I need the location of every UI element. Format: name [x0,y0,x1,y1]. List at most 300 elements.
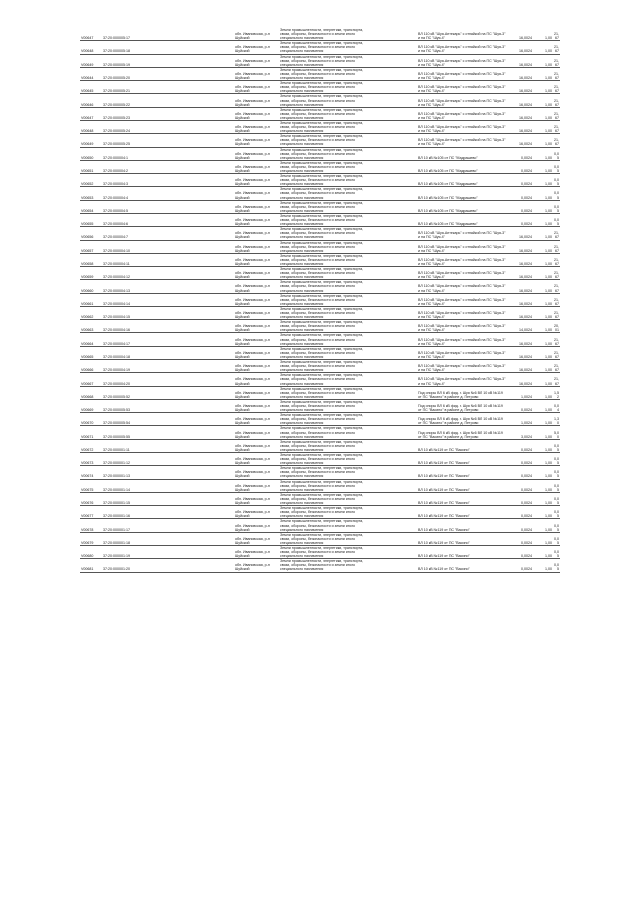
row-id: V00648 [80,120,102,133]
object-description: ВЛ 10 кВ №105 от ПС "Мадрашево" [417,174,507,187]
object-description: ВЛ 110 кВ "Шуя-Аптекарь" с отпайкой на ПС "Шуя-3" и на ПС "Шуя-4" [417,227,507,240]
land-category: Земли промышленности, энергетики, транспорта, связи, обороны, безопасности и земли иного специального назначения [280,559,364,572]
address: обл. Ивановская, р-н Шуйский [234,466,279,479]
object-description: ВЛ 110 кВ "Шуя-Аптекарь" с отпайкой на ПС "Шуя-3" и на ПС "Шуя-4" [417,240,507,253]
table-row [80,439,560,452]
object-description: ВЛ 110 кВ "Шуя-Аптекарь" с отпайкой на ПС "Шуя-3" и на ПС "Шуя-4" [417,253,507,266]
cadastral-number: 37:20:000005:53 [102,399,150,412]
coefficient-value: 1,00 [533,492,553,505]
empty-cell [365,532,395,545]
sum-value: 0,05 [553,160,560,173]
table-row [80,293,560,306]
empty-cell [365,54,395,67]
coefficient-value: 1,00 [533,333,553,346]
table-row [80,213,560,226]
object-description: ВЛ 10 кВ №119 от ПС "Васино" [417,439,507,452]
cadastral-number: 37:20:000001:16 [102,506,150,519]
empty-cell [395,160,417,173]
address: обл. Ивановская, р-н Шуйский [234,492,279,505]
cadastral-number: 37:20:000005:55 [102,426,150,439]
empty-cell [395,413,417,426]
object-description: ВЛ 110 кВ "Шуя-Аптекарь" с отпайкой на ПС "Шуя-3" и на ПС "Шуя-4" [417,360,507,373]
area-value: 16,0024 [507,134,533,147]
area-value: 16,0024 [507,240,533,253]
object-description: Под опоры ВЛ 6 кВ фид. г. Шуя №6 ВЛ 10 кВ №119 от ПС "Васино" в районе д. Петрово [417,426,507,439]
address: обл. Ивановская, р-н Шуйский [234,559,279,572]
land-category: Земли промышленности, энергетики, транспорта, связи, обороны, безопасности и земли иного специального назначения [280,545,364,559]
empty-cell [395,227,417,240]
row-id: V00680 [80,545,102,558]
sum-value: 21,67 [553,253,560,266]
coefficient-value: 1,00 [533,559,553,572]
area-value: 0,0024 [507,147,533,160]
cadastral-number: 37:20:000004:12 [102,267,150,280]
sum-value: 0,05 [553,147,560,160]
table-row [80,160,560,173]
cadastral-number: 37:20:000001:14 [102,479,150,492]
land-category: Земли промышленности, энергетики, транспорта, связи, обороны, безопасности и земли иного специального назначения [280,519,364,532]
land-category: Земли промышленности, энергетики, транспорта, связи, обороны, безопасности и земли иного специального назначения [280,213,364,227]
area-value: 16,0024 [507,373,533,386]
sum-value: 0,05 [553,200,560,213]
empty-cell [395,174,417,187]
object-description: ВЛ 110 кВ "Шуя-Аптекарь" с отпайкой на ПС "Шуя-3" и на ПС "Шуя-4" [417,346,507,359]
empty-cell [150,333,234,346]
empty-cell [150,386,234,399]
empty-cell [365,174,395,187]
empty-cell [365,200,395,213]
empty-cell [150,399,234,412]
object-description: ВЛ 10 кВ №119 от ПС "Васино" [417,519,507,532]
area-value: 16,0024 [507,54,533,67]
land-category: Земли промышленности, энергетики, транспорта, связи, обороны, безопасности и земли иного специального назначения [280,306,364,320]
empty-cell [365,160,395,173]
empty-cell [365,506,395,519]
empty-cell [150,293,234,306]
address: обл. Ивановская, р-н Шуйский [234,134,279,147]
row-id: V00654 [80,200,102,213]
address: обл. Ивановская, р-н Шуйский [234,54,279,67]
object-description: ВЛ 110 кВ "Шуя-Аптекарь" с отпайкой на ПС "Шуя-3" и на ПС "Шуя-4" [417,306,507,319]
cadastral-number: 37:20:000001:15 [102,492,150,505]
table-row [80,94,560,107]
empty-cell [150,41,234,54]
address: обл. Ивановская, р-н Шуйский [234,28,279,41]
address: обл. Ивановская, р-н Шуйский [234,227,279,240]
coefficient-value: 1,00 [533,280,553,293]
address: обл. Ивановская, р-н Шуйский [234,479,279,492]
table-row [80,81,560,94]
cadastral-number: 37:20:000004:5 [102,200,150,213]
empty-cell [150,559,234,572]
empty-cell [395,293,417,306]
coefficient-value: 1,00 [533,147,553,160]
empty-cell [150,147,234,160]
empty-cell [150,174,234,187]
address: обл. Ивановская, р-н Шуйский [234,545,279,558]
object-description: ВЛ 110 кВ "Шуя-Аптекарь" с отпайкой на ПС "Шуя-3" и на ПС "Шуя-4" [417,94,507,107]
coefficient-value: 1,00 [533,466,553,479]
land-category: Земли промышленности, энергетики, транспорта, связи, обороны, безопасности и земли иного специального назначения [280,28,364,41]
object-description: ВЛ 110 кВ "Шуя-Аптекарь" с отпайкой на ПС "Шуя-3" и на ПС "Шуя-4" [417,293,507,306]
row-id: V00652 [80,174,102,187]
land-category: Земли промышленности, энергетики, транспорта, связи, обороны, безопасности и земли иного специального назначения [280,413,364,426]
coefficient-value: 1,00 [533,306,553,319]
table-row [80,187,560,200]
empty-cell [365,134,395,147]
table-row [80,28,560,41]
row-id: V00648 [80,41,102,54]
land-category: Земли промышленности, энергетики, транспорта, связи, обороны, безопасности и земли иного специального назначения [280,399,364,413]
table-row [80,67,560,80]
empty-cell [150,67,234,80]
table-row [80,399,560,412]
row-id: V00656 [80,227,102,240]
land-category: Земли промышленности, энергетики, транспорта, связи, обороны, безопасности и земли иного специального назначения [280,200,364,213]
table-row [80,519,560,532]
empty-cell [365,41,395,54]
empty-cell [395,506,417,519]
area-value: 16,0024 [507,28,533,41]
empty-cell [365,545,395,558]
cadastral-number: 37:20:000004:14 [102,293,150,306]
empty-cell [395,67,417,80]
coefficient-value: 1,00 [533,373,553,386]
object-description: ВЛ 110 кВ "Шуя-Аптекарь" с отпайкой на ПС "Шуя-3" и на ПС "Шуя-4" [417,280,507,293]
coefficient-value: 1,00 [533,346,553,359]
table-row [80,492,560,505]
row-id: V00662 [80,306,102,319]
empty-cell [365,466,395,479]
cadastral-number: 37:20:000004:10 [102,240,150,253]
row-id: V00647 [80,107,102,120]
sum-value: 21,67 [553,120,560,133]
area-value: 0,0024 [507,519,533,532]
area-value: 3,0024 [507,426,533,439]
address: обл. Ивановская, р-н Шуйский [234,360,279,373]
empty-cell [150,426,234,439]
area-value: 0,0024 [507,160,533,173]
area-value: 0,0024 [507,492,533,505]
table-row [80,134,560,147]
table-row [80,227,560,240]
row-id: V00677 [80,506,102,519]
empty-cell [395,386,417,399]
address: обл. Ивановская, р-н Шуйский [234,399,279,412]
address: обл. Ивановская, р-н Шуйский [234,333,279,346]
object-description: ВЛ 10 кВ №119 от ПС "Васино" [417,479,507,492]
row-id: V00679 [80,532,102,545]
empty-cell [365,453,395,466]
empty-cell [150,453,234,466]
object-description: ВЛ 10 кВ №105 от ПС "Мадрашево" [417,213,507,226]
cadastral-number: 37:20:000005:18 [102,41,150,54]
empty-cell [395,240,417,253]
object-description: ВЛ 10 кВ №119 от ПС "Васино" [417,492,507,505]
area-value: 16,0024 [507,120,533,133]
table-row [80,346,560,359]
address: обл. Ивановская, р-н Шуйский [234,120,279,133]
row-id: V00670 [80,413,102,426]
cadastral-number: 37:20:000004:7 [102,227,150,240]
empty-cell [150,492,234,505]
empty-cell [395,426,417,439]
land-category: Земли промышленности, энергетики, транспорта, связи, обороны, безопасности и земли иного специального назначения [280,174,364,187]
empty-cell [150,107,234,120]
empty-cell [365,320,395,333]
row-id: V00657 [80,240,102,253]
row-id: V00669 [80,399,102,412]
object-description: ВЛ 10 кВ №119 от ПС "Васино" [417,453,507,466]
empty-cell [365,413,395,426]
sum-value: 0,05 [553,187,560,200]
empty-cell [150,360,234,373]
area-value: 1,0024 [507,386,533,399]
sum-value: 21,67 [553,280,560,293]
sum-value: 21,67 [553,54,560,67]
area-value: 16,0024 [507,306,533,319]
sum-value: 0,05 [553,506,560,519]
sum-value: 21,67 [553,28,560,41]
coefficient-value: 1,00 [533,479,553,492]
coefficient-value: 1,00 [533,545,553,558]
cadastral-number: 37:20:000004:6 [102,213,150,226]
coefficient-value: 1,00 [533,320,553,333]
table-row [80,333,560,346]
sum-value: 21,67 [553,346,560,359]
area-value: 0,0024 [507,559,533,572]
row-id: V00667 [80,373,102,386]
address: обл. Ивановская, р-н Шуйский [234,280,279,293]
row-id: V00645 [80,81,102,94]
object-description: ВЛ 10 кВ №119 от ПС "Васино" [417,506,507,519]
empty-cell [395,120,417,133]
area-value: 16,0024 [507,81,533,94]
area-value: 16,0024 [507,360,533,373]
object-description: ВЛ 110 кВ "Шуя-Аптекарь" с отпайкой на ПС "Шуя-3" и на ПС "Шуя-4" [417,41,507,54]
address: обл. Ивановская, р-н Шуйский [234,386,279,399]
row-id: V00649 [80,54,102,67]
area-value: 16,0024 [507,41,533,54]
object-description: Под опоры ВЛ 6 кВ фид. г. Шуя №6 ВЛ 10 кВ №119 от ПС "Васино" в районе д. Петрово [417,399,507,412]
cadastral-number: 37:20:000004:3 [102,174,150,187]
empty-cell [365,120,395,133]
empty-cell [395,267,417,280]
address: обл. Ивановская, р-н Шуйский [234,320,279,333]
empty-cell [365,519,395,532]
coefficient-value: 1,00 [533,213,553,226]
table-row [80,174,560,187]
object-description: ВЛ 10 кВ №119 от ПС "Васино" [417,466,507,479]
address: обл. Ивановская, р-н Шуйский [234,41,279,54]
empty-cell [150,240,234,253]
sum-value: 21,67 [553,360,560,373]
empty-cell [150,479,234,492]
sum-value: 21,67 [553,267,560,280]
area-value: 16,0024 [507,267,533,280]
table-row [80,545,560,558]
area-value: 0,0024 [507,453,533,466]
land-category: Земли промышленности, энергетики, транспорта, связи, обороны, безопасности и земли иного специального назначения [280,81,364,94]
empty-cell [365,67,395,80]
area-value: 0,0024 [507,174,533,187]
coefficient-value: 1,00 [533,240,553,253]
empty-cell [150,81,234,94]
empty-cell [395,333,417,346]
cadastral-number: 37:20:000005:52 [102,386,150,399]
empty-cell [365,306,395,319]
coefficient-value: 1,00 [533,120,553,133]
area-value: 16,0024 [507,94,533,107]
sum-value: 1,52 [553,386,560,399]
empty-cell [365,147,395,160]
sum-value: 0,04 [553,399,560,412]
empty-cell [150,280,234,293]
cadastral-number: 37:20:000005:54 [102,413,150,426]
row-id: V00646 [80,94,102,107]
land-category: Земли промышленности, энергетики, транспорта, связи, обороны, безопасности и земли иного специального назначения [280,532,364,545]
object-description: ВЛ 110 кВ "Шуя-Аптекарь" с отпайкой на ПС "Шуя-3" и на ПС "Шуя-4" [417,28,507,41]
empty-cell [150,120,234,133]
coefficient-value: 1,00 [533,386,553,399]
table-row [80,360,560,373]
empty-cell [365,94,395,107]
empty-cell [365,107,395,120]
empty-cell [365,559,395,572]
empty-cell [365,28,395,41]
empty-cell [395,41,417,54]
empty-cell [395,134,417,147]
empty-cell [150,413,234,426]
row-id: V00655 [80,213,102,226]
cadastral-number: 37:20:000005:22 [102,94,150,107]
cadastral-number: 37:20:000004:20 [102,373,150,386]
area-value: 16,0024 [507,253,533,266]
object-description: ВЛ 10 кВ №105 от ПС "Мадрашево" [417,200,507,213]
cadastral-number: 37:20:000001:13 [102,466,150,479]
object-description: ВЛ 10 кВ №105 от ПС "Мадрашево" [417,187,507,200]
sum-value: 0,05 [553,479,560,492]
address: обл. Ивановская, р-н Шуйский [234,506,279,519]
object-description: ВЛ 110 кВ "Шуя-Аптекарь" с отпайкой на ПС "Шуя-3" и на ПС "Шуя-4" [417,267,507,280]
object-description: ВЛ 110 кВ "Шуя-Аптекарь" с отпайкой на ПС "Шуя-3" и на ПС "Шуя-4" [417,320,507,333]
empty-cell [395,280,417,293]
cadastral-number: 37:20:000004:1 [102,147,150,160]
table-row [80,479,560,492]
coefficient-value: 1,00 [533,532,553,545]
document-page [80,28,560,573]
row-id: V00671 [80,426,102,439]
coefficient-value: 1,00 [533,134,553,147]
land-category: Земли промышленности, энергетики, транспорта, связи, обороны, безопасности и земли иного специального назначения [280,67,364,81]
address: обл. Ивановская, р-н Шуйский [234,240,279,253]
coefficient-value: 1,00 [533,399,553,412]
sum-value: 0,05 [553,519,560,532]
row-id: V00678 [80,519,102,532]
sum-value: 0,05 [553,453,560,466]
land-category: Земли промышленности, энергетики, транспорта, связи, обороны, безопасности и земли иного специального назначения [280,240,364,253]
land-category: Земли промышленности, энергетики, транспорта, связи, обороны, безопасности и земли иного специального назначения [280,386,364,399]
table-row [80,253,560,266]
empty-cell [365,360,395,373]
empty-cell [365,373,395,386]
table-row [80,54,560,67]
empty-cell [365,492,395,505]
empty-cell [150,134,234,147]
address: обл. Ивановская, р-н Шуйский [234,174,279,187]
land-category: Земли промышленности, энергетики, транспорта, связи, обороны, безопасности и земли иного специального назначения [280,506,364,519]
object-description: ВЛ 110 кВ "Шуя-Аптекарь" с отпайкой на ПС "Шуя-3" и на ПС "Шуя-4" [417,120,507,133]
cadastral-number: 37:20:000004:4 [102,187,150,200]
sum-value: 0,05 [553,439,560,452]
address: обл. Ивановская, р-н Шуйский [234,160,279,173]
land-category: Земли промышленности, энергетики, транспорта, связи, обороны, безопасности и земли иного специального назначения [280,453,364,466]
land-category: Земли промышленности, энергетики, транспорта, связи, обороны, безопасности и земли иного специального назначения [280,54,364,67]
area-value: 16,0024 [507,293,533,306]
empty-cell [395,320,417,333]
table-body [80,28,560,572]
sum-value: 0,05 [553,466,560,479]
empty-cell [365,426,395,439]
area-value: 0,0024 [507,545,533,558]
cadastral-number: 37:20:000005:20 [102,67,150,80]
address: обл. Ивановская, р-н Шуйский [234,81,279,94]
empty-cell [365,333,395,346]
address: обл. Ивановская, р-н Шуйский [234,67,279,80]
area-value: 16,0024 [507,227,533,240]
area-value: 0,0024 [507,506,533,519]
land-category: Земли промышленности, энергетики, транспорта, связи, обороны, безопасности и земли иного специального назначения [280,439,364,452]
sum-value: 0,05 [553,174,560,187]
table-row [80,280,560,293]
row-id: V00653 [80,187,102,200]
address: обл. Ивановская, р-н Шуйский [234,519,279,532]
cadastral-number: 37:20:000004:11 [102,253,150,266]
coefficient-value: 1,00 [533,453,553,466]
land-category: Земли промышленности, энергетики, транспорта, связи, обороны, безопасности и земли иного специального назначения [280,373,364,386]
empty-cell [395,200,417,213]
sum-value: 21,67 [553,293,560,306]
land-category: Земли промышленности, энергетики, транспорта, связи, обороны, безопасности и земли иного специального назначения [280,346,364,359]
coefficient-value: 1,00 [533,293,553,306]
address: обл. Ивановская, р-н Шуйский [234,147,279,160]
area-value: 0,0024 [507,439,533,452]
area-value: 16,0024 [507,107,533,120]
address: обл. Ивановская, р-н Шуйский [234,532,279,545]
table-row [80,320,560,333]
empty-cell [395,439,417,452]
address: обл. Ивановская, р-н Шуйский [234,187,279,200]
empty-cell [395,492,417,505]
land-category: Земли промышленности, энергетики, транспорта, связи, обороны, безопасности и земли иного специального назначения [280,120,364,134]
table-row [80,413,560,426]
cadastral-number: 37:20:000005:21 [102,81,150,94]
object-description: ВЛ 10 кВ №119 от ПС "Васино" [417,532,507,545]
cadastral-number: 37:20:000004:2 [102,160,150,173]
address: обл. Ивановская, р-н Шуйский [234,306,279,319]
empty-cell [395,453,417,466]
row-id: V00663 [80,320,102,333]
sum-value: 21,67 [553,134,560,147]
empty-cell [395,532,417,545]
empty-cell [150,94,234,107]
table-row [80,306,560,319]
land-category: Земли промышленности, энергетики, транспорта, связи, обороны, безопасности и земли иного специального назначения [280,293,364,306]
empty-cell [150,28,234,41]
empty-cell [395,213,417,226]
object-description: ВЛ 10 кВ №119 от ПС "Васино" [417,559,507,572]
cadastral-number: 37:20:000004:13 [102,280,150,293]
